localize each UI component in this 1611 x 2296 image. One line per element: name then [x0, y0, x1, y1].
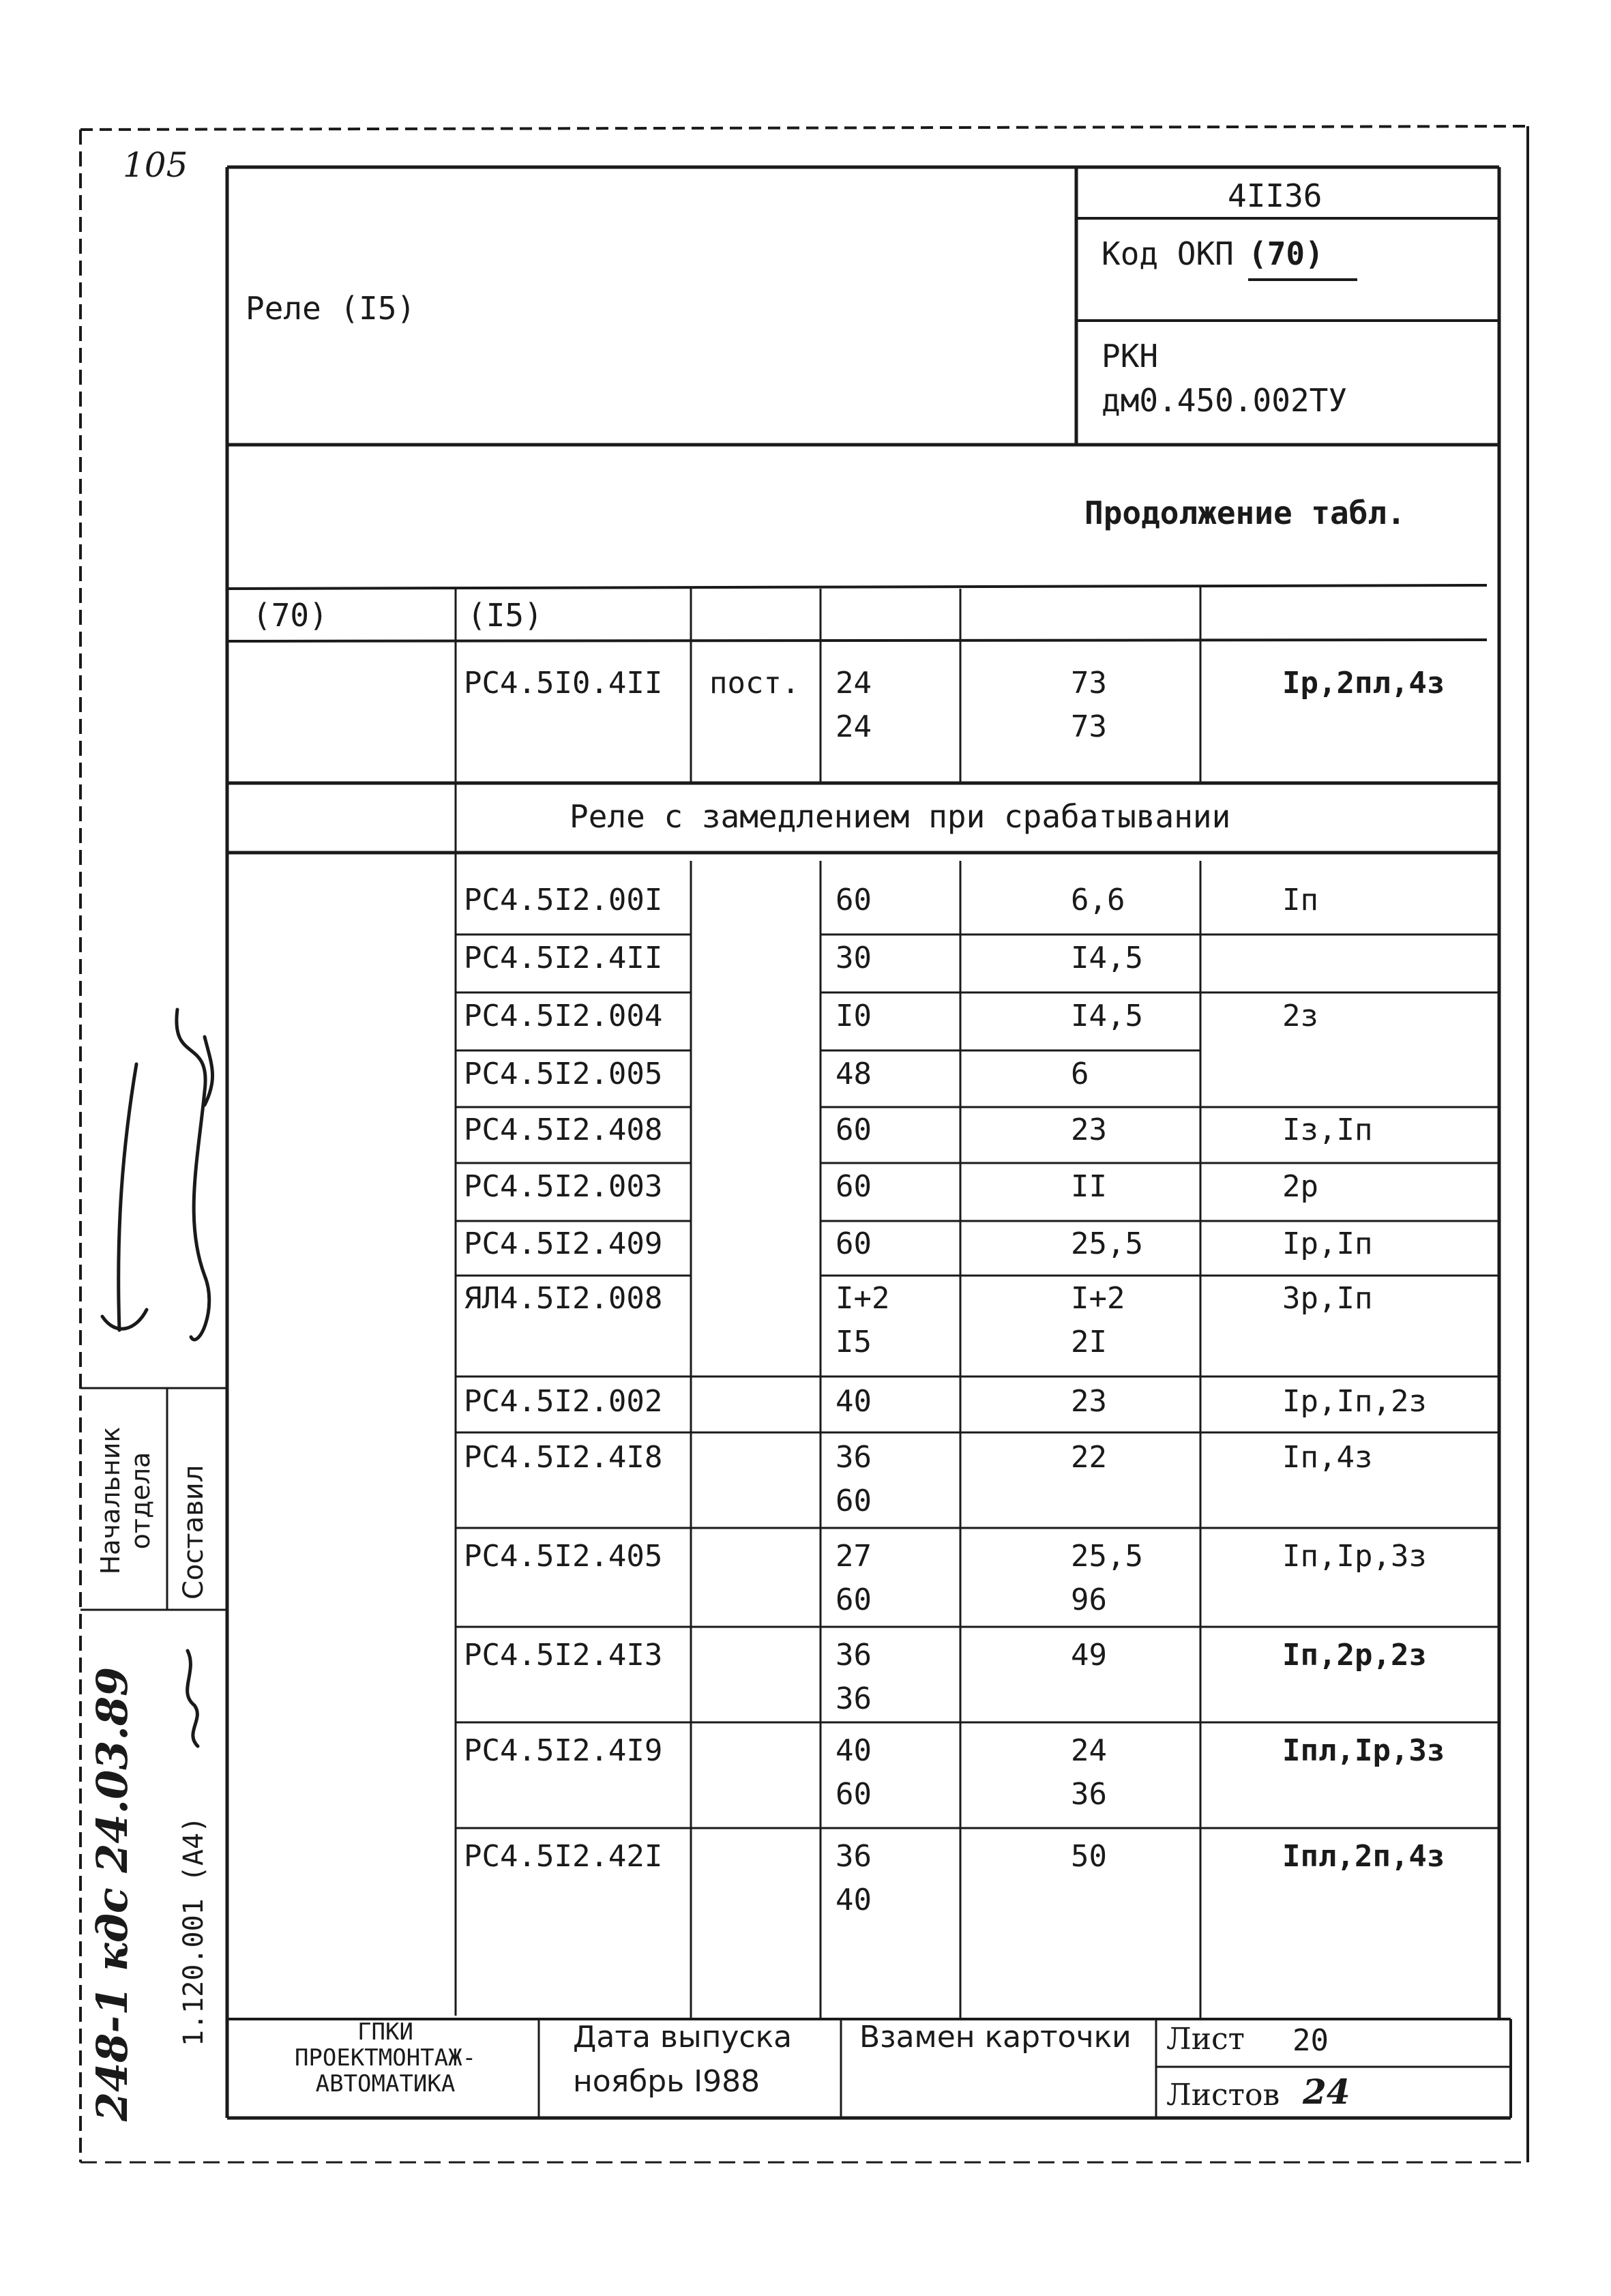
- col-header-type: (I5): [467, 597, 543, 634]
- first-row-value: 73 73: [1071, 666, 1107, 744]
- okp-label: Код ОКП: [1102, 235, 1234, 272]
- row-value: 50: [1071, 1839, 1107, 1874]
- row-voltage: 60: [836, 1226, 872, 1261]
- sheets-value: 24: [1303, 2072, 1350, 2112]
- row-value: 23: [1071, 1384, 1107, 1419]
- row-voltage: 60: [836, 883, 872, 917]
- row-voltage: 60: [836, 1169, 872, 1204]
- issue-date-label: Дата выпуска: [573, 2020, 793, 2055]
- row-voltage: 60: [836, 1113, 872, 1147]
- head-of-department-label: Начальник отдела: [95, 1426, 156, 1575]
- footer-organization: ГПКИ ПРОЕКТМОНТАЖ- АВТОМАТИКА: [294, 2018, 477, 2098]
- row-value: I+2 2I: [1071, 1281, 1125, 1359]
- first-row-current: пост.: [709, 666, 800, 701]
- row-contacts: Iп,Iр,3з: [1282, 1539, 1427, 1574]
- row-model: ЯЛ4.5I2.008: [464, 1281, 663, 1316]
- row-value: I4,5: [1071, 999, 1143, 1033]
- row-contacts: Iпл,2п,4з: [1282, 1839, 1445, 1874]
- row-voltage: 40: [836, 1384, 872, 1419]
- row-model: РС4.5I2.408: [464, 1113, 663, 1147]
- row-model: РС4.5I2.405: [464, 1539, 663, 1574]
- sheet-label: Лист: [1166, 2022, 1245, 2057]
- row-contacts: Iз,Iп: [1282, 1113, 1373, 1147]
- row-voltage: I0: [836, 999, 872, 1033]
- row-model: РС4.5I2.002: [464, 1384, 663, 1419]
- row-model: РС4.5I2.4I8: [464, 1440, 663, 1475]
- continuation-note: Продолжение табл.: [1084, 495, 1406, 531]
- row-voltage: 36 40: [836, 1839, 872, 1917]
- row-value: 25,5 96: [1071, 1539, 1143, 1617]
- replaced-card-label: Взамен карточки: [859, 2020, 1132, 2055]
- row-model: РС4.5I2.42I: [464, 1839, 663, 1874]
- row-contacts: Iр,Iп,2з: [1282, 1384, 1427, 1419]
- row-contacts: Iр,Iп: [1282, 1226, 1373, 1261]
- row-value: 22: [1071, 1440, 1107, 1475]
- row-contacts: Iп: [1282, 883, 1318, 917]
- row-voltage: 36 60: [836, 1440, 872, 1518]
- first-row-contacts: Iр,2пл,4з: [1282, 666, 1445, 701]
- row-voltage: 36 36: [836, 1638, 872, 1716]
- issue-date-value: ноябрь I988: [573, 2064, 760, 2099]
- row-value: 6: [1071, 1057, 1089, 1091]
- row-value: 6,6: [1071, 883, 1125, 917]
- row-contacts: 3р,Iп: [1282, 1281, 1373, 1316]
- card-title: Реле (I5): [246, 290, 416, 327]
- row-model: РС4.5I2.005: [464, 1057, 663, 1091]
- okp-value: (70): [1248, 235, 1324, 272]
- row-value: 24 36: [1071, 1733, 1107, 1812]
- row-voltage: I+2 I5: [836, 1281, 890, 1359]
- row-value: I4,5: [1071, 941, 1143, 975]
- row-voltage: 40 60: [836, 1733, 872, 1812]
- row-contacts: 2з: [1282, 999, 1318, 1033]
- row-value: 23: [1071, 1113, 1107, 1147]
- col-header-okp: (70): [252, 597, 328, 634]
- row-model: РС4.5I2.003: [464, 1169, 663, 1204]
- document-format-code: 1.120.001 (А4): [178, 1816, 209, 2046]
- row-model: РС4.5I2.4I3: [464, 1638, 663, 1673]
- row-model: РС4.5I2.4I9: [464, 1733, 663, 1768]
- page-number: 105: [123, 145, 188, 185]
- row-value: II: [1071, 1169, 1107, 1204]
- sheet-value: 20: [1292, 2023, 1329, 2058]
- card-code-number: 4II36: [1228, 177, 1322, 214]
- row-contacts: Iп,2р,2з: [1282, 1638, 1427, 1673]
- compiled-by-label: Составил: [178, 1465, 209, 1600]
- row-contacts: 2р: [1282, 1169, 1318, 1204]
- row-voltage: 48: [836, 1057, 872, 1091]
- row-voltage: 30: [836, 941, 872, 975]
- sheets-label: Листов: [1166, 2078, 1280, 2113]
- handwritten-registration-code: 248-1 кдс 24.03.89: [87, 1666, 137, 2121]
- row-contacts: Iпл,Iр,3з: [1282, 1733, 1445, 1768]
- row-model: РС4.5I2.004: [464, 999, 663, 1033]
- rkn-value: дм0.450.002ТУ: [1102, 382, 1348, 419]
- section-title: Реле с замедлением при срабатывании: [570, 798, 1231, 835]
- row-value: 49: [1071, 1638, 1107, 1673]
- row-model: РС4.5I2.4II: [464, 941, 663, 975]
- first-row-voltage: 24 24: [836, 666, 872, 744]
- first-row-model: РС4.5I0.4II: [464, 666, 663, 701]
- row-model: РС4.5I2.00I: [464, 883, 663, 917]
- row-value: 25,5: [1071, 1226, 1143, 1261]
- signature-scribbles: [102, 1010, 213, 1746]
- row-model: РС4.5I2.409: [464, 1226, 663, 1261]
- rkn-label: РКН: [1102, 338, 1159, 374]
- row-voltage: 27 60: [836, 1539, 872, 1617]
- row-contacts: Iп,4з: [1282, 1440, 1373, 1475]
